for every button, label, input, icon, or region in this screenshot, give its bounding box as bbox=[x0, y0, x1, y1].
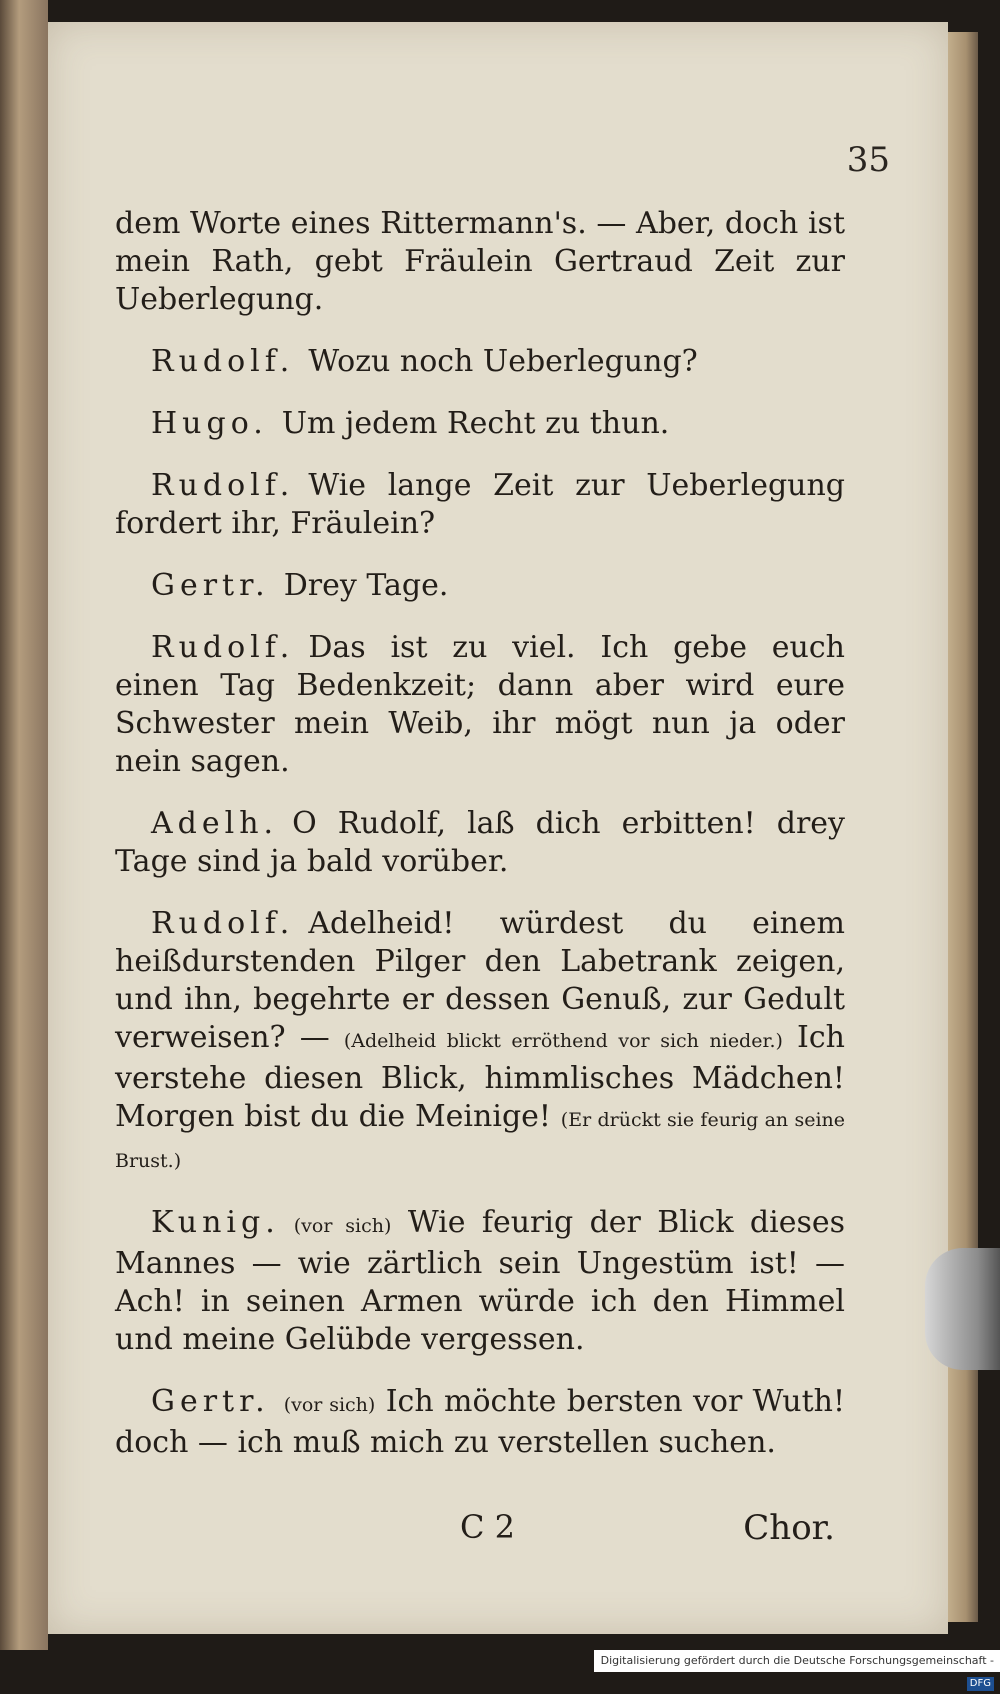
speaker-name: Rudolf. bbox=[151, 468, 295, 503]
speaker-name: Gertr. bbox=[151, 568, 270, 603]
paragraph bbox=[115, 205, 845, 319]
stage-direction: (vor sich) bbox=[283, 1394, 376, 1416]
paragraph-text: Wie feurig der Blick dieses Mannes — wie zärtlich sein Ungestüm ist! — Ach! in seinen Armen würde ich den Himmel und meine Gelübde vergessen. bbox=[115, 1205, 845, 1357]
signature-mark: C 2 bbox=[460, 1508, 516, 1546]
attribution-text: Digitalisierung gefördert durch die Deutsche Forschungsgemeinschaft - bbox=[600, 1654, 994, 1667]
paragraph-text: Ich möchte bersten vor Wuth! doch — ich muß mich zu verstellen suchen. bbox=[115, 1384, 846, 1460]
paragraph bbox=[115, 467, 845, 543]
speaker-name: Gertr. bbox=[151, 1384, 270, 1419]
speaker-name: Adelh. bbox=[151, 806, 279, 841]
paragraph-text: Um jedem Recht zu thun. bbox=[281, 406, 670, 441]
catchword: Chor. bbox=[743, 1508, 835, 1548]
speaker-name: Rudolf. bbox=[151, 344, 295, 379]
paragraph-text: Das ist zu viel. Ich gebe euch einen Tag Bedenkzeit; dann aber wird eure Schwester mein Weib, ihr mögt nun ja oder nein sagen. bbox=[115, 630, 845, 779]
paragraph-text: O Rudolf, laß dich erbitten! drey Tage sind ja bald vorüber. bbox=[115, 806, 845, 879]
speaker-name: Rudolf. bbox=[151, 630, 295, 665]
paragraph-text: Wie lange Zeit zur Ueberlegung fordert ihr, Fräulein? bbox=[115, 468, 845, 541]
digitization-attribution bbox=[594, 1650, 1000, 1689]
paragraph bbox=[115, 805, 845, 881]
paragraph-text: Ich verstehe diesen Blick, himmlisches Mädchen! Morgen bist du die Meinige! bbox=[115, 1020, 845, 1134]
book-left-edge bbox=[0, 0, 48, 1650]
paragraph bbox=[115, 405, 845, 443]
dfg-logo: DFG bbox=[967, 1677, 994, 1691]
page-number: 35 bbox=[846, 140, 890, 180]
paragraph bbox=[115, 905, 845, 1180]
paragraph bbox=[115, 567, 845, 605]
paragraph bbox=[115, 1383, 845, 1462]
paragraph-text: dem Worte eines Rittermann's. — Aber, doch ist mein Rath, gebt Fräulein Gertraud Zeit zur Ueberlegung. bbox=[115, 206, 845, 317]
speaker-name: Kunig. bbox=[151, 1205, 280, 1240]
paragraph bbox=[115, 343, 845, 381]
speaker-name: Rudolf. bbox=[151, 906, 295, 941]
stage-direction: (Adelheid blickt erröthend vor sich nieder.) bbox=[343, 1030, 783, 1052]
paragraph bbox=[115, 1204, 845, 1359]
page-turn-tab[interactable] bbox=[925, 1248, 1000, 1370]
paragraph-text: Adelheid! würdest du einem heißdurstenden Pilger den Labetrank zeigen, und ihn, begehrte er dessen Genuß, zur Gedult verweisen? — bbox=[115, 906, 845, 1055]
page-text bbox=[115, 205, 845, 1486]
speaker-name: Hugo. bbox=[151, 406, 268, 441]
stage-direction: (Er drückt sie feurig an seine Brust.) bbox=[115, 1109, 845, 1172]
paragraph bbox=[115, 629, 845, 781]
book-page-edges bbox=[948, 32, 978, 1622]
stage-direction: (vor sich) bbox=[293, 1215, 392, 1237]
paragraph-text: Wozu noch Ueberlegung? bbox=[308, 344, 698, 379]
paragraph-text: Drey Tage. bbox=[283, 568, 449, 603]
